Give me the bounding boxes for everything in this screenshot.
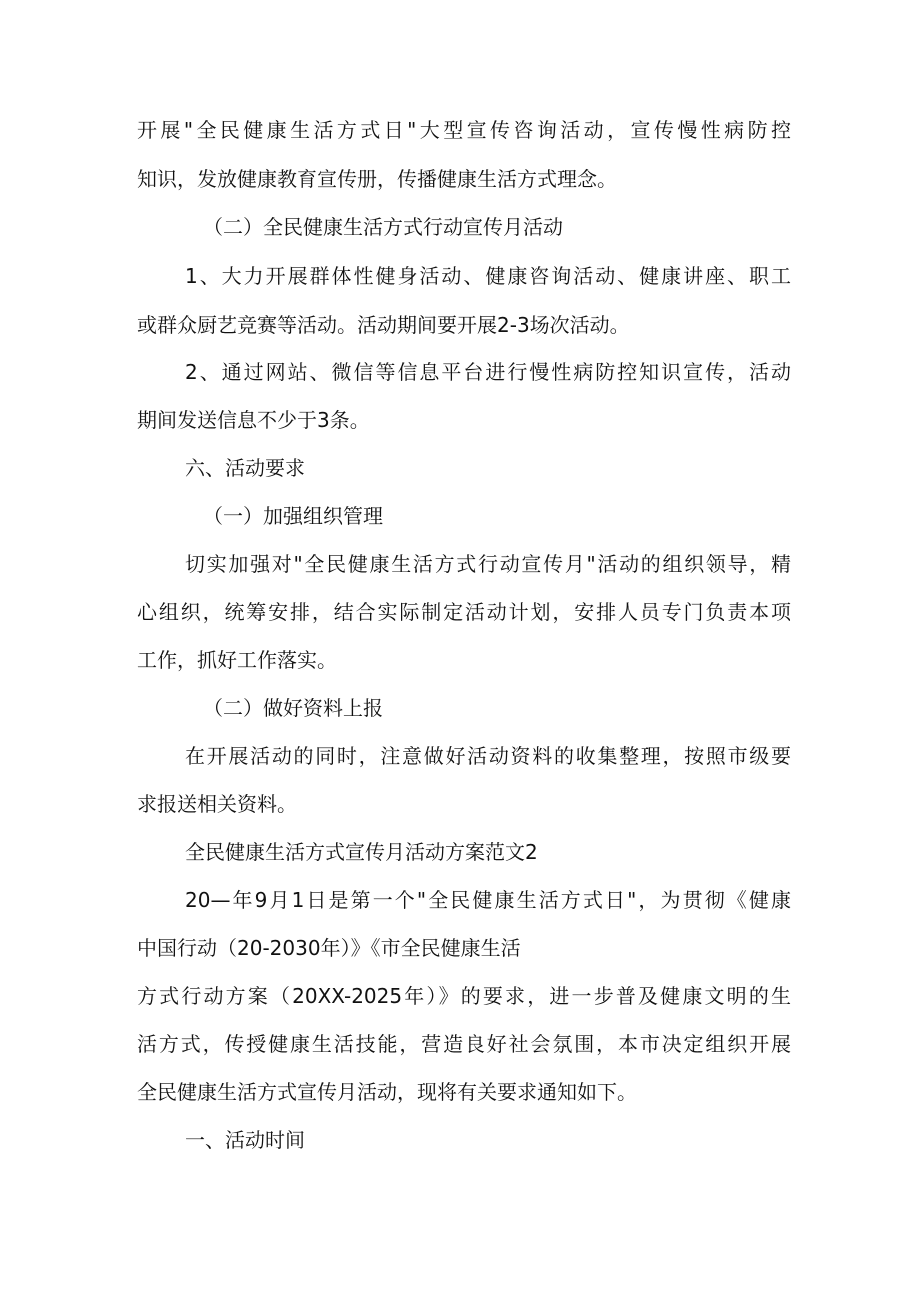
section-heading: 一、活动时间 [185,1128,305,1152]
text-line: 1、大力开展群体性健身活动、健康咨询活动、健康讲座、职工 [185,264,791,288]
section-heading: （二）做好资料上报 [203,696,383,720]
text-line: 活方式，传授健康生活技能，营造良好社会氛围，本市决定组织开展 [137,1032,791,1056]
section-heading: 六、活动要求 [185,456,305,480]
text-line: 或群众厨艺竞赛等活动。活动期间要开展2-3场次活动。 [137,313,630,337]
text-line: 开展"全民健康生活方式日"大型宣传咨询活动，宣传慢性病防控 [137,118,791,142]
text-line: 2、通过网站、微信等信息平台进行慢性病防控知识宣传，活动 [185,360,791,384]
text-line: 切实加强对"全民健康生活方式行动宣传月"活动的组织领导，精 [185,552,791,576]
text-line: 心组织，统筹安排，结合实际制定活动计划，安排人员专门负责本项 [137,600,791,624]
text-line: 求报送相关资料。 [137,792,297,816]
text-line: 20—年9月1日是第一个"全民健康生活方式日"，为贯彻《健康 [185,888,791,912]
text-line: 全民健康生活方式宣传月活动，现将有关要求通知如下。 [137,1080,637,1104]
text-line: 在开展活动的同时，注意做好活动资料的收集整理，按照市级要 [185,744,791,768]
section-heading: （二）全民健康生活方式行动宣传月活动 [203,215,563,239]
text-line: 中国行动（20-2030年）》《市全民健康生活 [137,936,521,960]
text-line: 方式行动方案（20XX-2025年）》的要求，进一步普及健康文明的生 [137,984,791,1008]
section-heading: （一）加强组织管理 [203,504,383,528]
text-line: 知识，发放健康教育宣传册，传播健康生活方式理念。 [137,167,617,191]
text-line: 工作，抓好工作落实。 [137,648,337,672]
text-line: 期间发送信息不少于3条。 [137,408,370,432]
section-heading: 全民健康生活方式宣传月活动方案范文2 [185,840,538,864]
